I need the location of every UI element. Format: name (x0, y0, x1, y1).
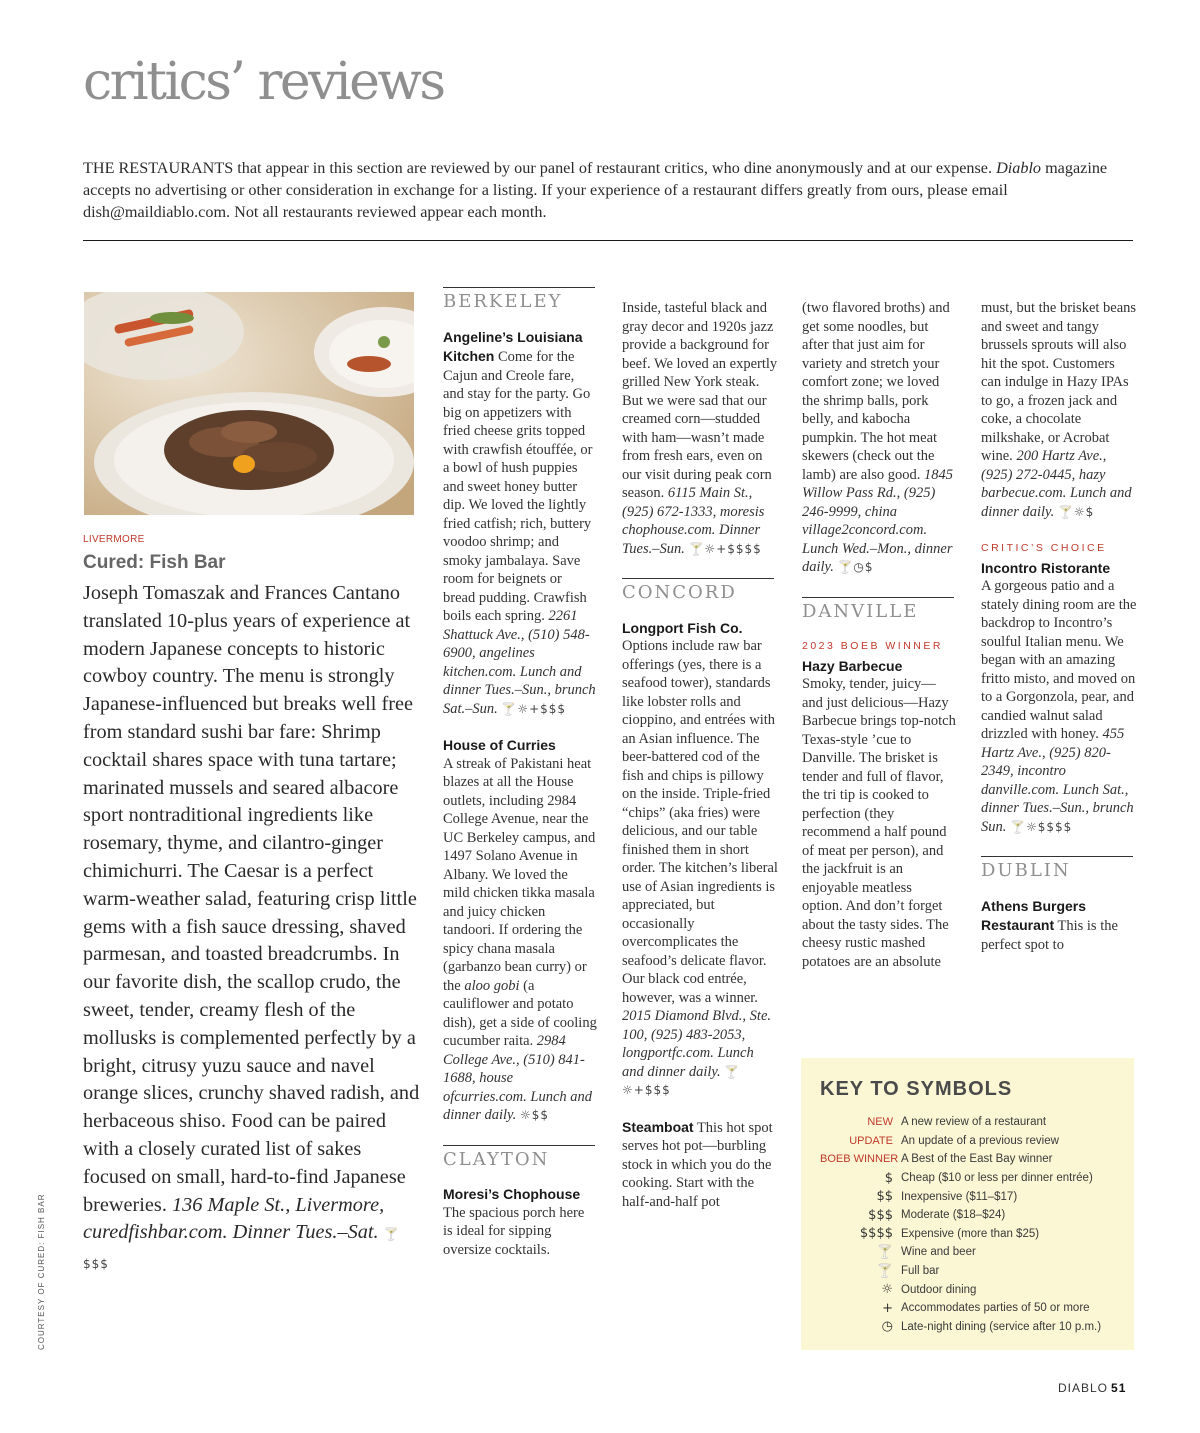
listing-details: 200 Hartz Ave., (925) 272-0445, hazy barbecue.com. Lunch and dinner daily. (981, 448, 1132, 520)
section-divider (802, 597, 954, 598)
intro-paragraph (83, 157, 1135, 223)
dish-name: aloo gobi (464, 977, 520, 994)
restaurant-name-angelines: Angeline’s Louisiana Kitchen (443, 328, 583, 364)
listing-details: 6115 Main St., (925) 672-1333, moresis chophouse.com. Dinner Tues.–Sun. (622, 485, 765, 557)
key-row (820, 1280, 1116, 1299)
listing-symbols: ☼$$ (519, 1108, 549, 1122)
critics-choice-badge: CRITIC’S CHOICE (981, 542, 1107, 554)
section-heading-berkeley: BERKELEY (443, 291, 563, 312)
feature-review (83, 580, 423, 1279)
section-divider (981, 856, 1133, 857)
listing-angelines (443, 328, 597, 719)
listing-athens-burgers (981, 897, 1137, 955)
key-description: Full bar (901, 1265, 940, 1278)
key-row (820, 1243, 1116, 1262)
section-divider (443, 1145, 595, 1146)
feature-location: LIVERMORE (83, 534, 145, 545)
restaurant-name-hazy-barbecue: Hazy Barbecue (802, 657, 903, 674)
review-text: This hot spot serves hot pot—burbling stock in which you do the cooking. Start with the half-and-half pot (622, 1119, 773, 1210)
section-heading-dublin: DUBLIN (981, 860, 1071, 881)
listings-column-1 (443, 287, 597, 1259)
review-text: Inside, tasteful black and gray decor and 1920s jazz provide a background for beef. We loved an expertly grilled New York steak. But we were sad that our creamed corn—studded with ham—wasn’t made from fresh ears, even on our visit during peak corn season. (622, 300, 778, 501)
key-symbol: $ (884, 1170, 893, 1186)
listing-details: 2261 Shattuck Ave., (510) 548-6900, angelines kitchen.com. Lunch and dinner Tues.–Sun., brunch Sat.–Sun. (443, 608, 596, 717)
key-row (820, 1132, 1116, 1151)
key-description: Expensive (more than $25) (901, 1227, 1040, 1240)
feature-details: 136 Maple St., Livermore, curedfishbar.com. Dinner Tues.–Sat. (83, 1193, 385, 1244)
key-row (820, 1299, 1116, 1318)
magazine-name: DIABLO (1058, 1381, 1109, 1395)
review-text: A gorgeous patio and a stately dining room are the backdrop to Incontro’s soulful Italian menu. We began with an amazing fritto misto, and moved on to a Gorgonzola, pear, and candied walnut salad drizzled with honey. (981, 578, 1137, 742)
listing-details: 455 Hartz Ave., (925) 820-2349, incontro danville.com. Lunch Sat., dinner Tues.–Sun., brunch Sun. (981, 726, 1134, 835)
review-text: Smoky, tender, juicy—and just delicious—Hazy Barbecue brings top-notch Texas-style ’cue to Danville. The brisket is tender and full of flavor, the tri tip is cooked to perfection (they recommend a half pound of meat per person), and the jackfruit is an enjoyable meatless option. And don’t forget about the tasty sides. The cheesy rustic mashed potatoes are an absolute (802, 676, 956, 970)
review-text: This is the perfect spot to (981, 918, 1118, 953)
page-number: 51 (1111, 1381, 1127, 1395)
restaurant-name-longport: Longport Fish Co. (622, 619, 743, 636)
boeb-winner-badge: 2023 BOEB WINNER (802, 640, 943, 652)
section-heading-danville: DANVILLE (802, 600, 919, 622)
key-symbol: ◷ (881, 1319, 893, 1335)
key-description: A Best of the East Bay winner (901, 1153, 1053, 1166)
page-title: critics’ reviews (83, 52, 444, 112)
key-description: Outdoor dining (901, 1283, 977, 1296)
key-symbol: ☼ (881, 1282, 893, 1298)
key-row (820, 1150, 1116, 1169)
listing-symbols: 🍸◷$ (837, 560, 874, 574)
key-symbol: NEW (867, 1116, 893, 1129)
key-symbol: UPDATE (849, 1134, 893, 1147)
feature-symbols: 🍸$$$ (83, 1227, 400, 1272)
feature-restaurant-name: Cured: Fish Bar (83, 552, 226, 573)
restaurant-name-incontro: Incontro Ristorante (981, 559, 1111, 576)
listing-symbols: 🍸☼+$$$$ (688, 541, 762, 556)
listing-symbols: 🍸☼$ (1057, 504, 1095, 519)
key-symbol: 🍸 (876, 1263, 893, 1279)
listing-details: 1845 Willow Pass Rd., (925) 246-9999, china village2concord.com. Lunch Wed.–Mon., dinner daily. (802, 466, 954, 575)
intro-text-b: magazine accepts no advertising or other consideration in exchange for a listing. If your experience of a restaurant differs greatly from ours, please email dish@maildiablo.com. Not all restaurants reviewed appear each month. (83, 159, 1108, 221)
listing-symbols: 🍸☼+$$$ (501, 701, 567, 716)
listing-moresis-continued (622, 299, 778, 558)
key-row (820, 1169, 1116, 1188)
listing-moresis (443, 1185, 597, 1259)
review-text: (a cauliflower and potato dish), get a side of cooling cucumber raita. (443, 977, 597, 1049)
review-text: Come for the Cajun and Creole fare, and stay for the party. Go big on appetizers with fried cheese grits topped with crawfish étouffée, or a bowl of hush puppies and sweet honey butter dip. We loved the lightly fried catfish; rich, buttery voodoo shrimp; and smoky jambalaya. Save room for beignets or bread pudding. Crawfish boils each spring. (443, 349, 593, 624)
listing-details: 2984 College Ave., (510) 841-1688, house ofcurries.com. Lunch and dinner daily. (443, 1033, 593, 1123)
key-row (820, 1225, 1116, 1244)
key-to-symbols (801, 1058, 1134, 1350)
key-description: Moderate ($18–$24) (901, 1209, 1006, 1222)
restaurant-name-house-of-curries: House of Curries (443, 737, 556, 753)
listings-column-2 (622, 299, 778, 1211)
listing-symbols: 🍸☼$$$$ (1010, 819, 1073, 834)
key-symbol: $$$$ (859, 1226, 893, 1242)
listing-symbols: 🍸☼+$$$ (622, 1064, 741, 1097)
review-text: The spacious porch here is ideal for sipping oversize cocktails. (443, 1204, 585, 1258)
photo-credit: COURTESY OF CURED: FISH BAR (37, 1193, 46, 1350)
section-heading-concord: CONCORD (622, 582, 737, 603)
page-folio (1058, 1381, 1126, 1395)
listing-house-of-curries (443, 736, 597, 1125)
listings-column-4 (981, 299, 1137, 954)
key-symbol: $$ (876, 1189, 893, 1205)
key-row (820, 1187, 1116, 1206)
key-description: Inexpensive ($11–$17) (901, 1190, 1018, 1203)
key-symbol: BOEB WINNER (820, 1153, 899, 1166)
section-divider (443, 287, 595, 288)
key-symbol: 🍸 (876, 1244, 893, 1260)
review-text: Options include raw bar offerings (yes, there is a seafood tower), standards like lobster rolls and cioppino, and entrées with an Asian influence. The beer-battered cod of the fish and chips is pillowy on the inside. Triple-fried “chips” (aka fries) were delicious, and our table finished them in short order. The kitchen’s liberal use of Asian ingredients is appreciated, but occasionally overcomplicates the seafood’s delicate flavor. Our black cod entrée, however, was a winner. (622, 638, 778, 1006)
feature-review-text: Joseph Tomaszak and Frances Cantano translated 10-plus years of experience at modern Japanese concepts to historic cowboy country. The menu is strongly Japanese-influenced but breaks well free from standard sushi bar fare: Shrimp cocktail shares space with tuna tartare; marinated mussels and seared albacore sport nontraditional ingredients like rosemary, thyme, and cilantro-ginger chimichurri. The Caesar is a perfect warm-weather salad, featuring crisp little gems with a fish sauce dressing, shaved parmesan, and toasted breadcrumbs. In our favorite dish, the scallop crudo, the sweet, tender, creamy flesh of the mollusks is complemented perfectly by a bright, citrusy yuzu sauce and navel orange slices, crunchy shaved radish, and herbaceous shiso. Food can be paired with a closely curated list of sakes focused on small, hard-to-find Japanese breweries. (83, 582, 420, 1216)
key-rows (820, 1113, 1116, 1336)
key-description: An update of a previous review (901, 1134, 1059, 1147)
key-row (820, 1318, 1116, 1337)
key-description: Cheap ($10 or less per dinner entrée) (901, 1172, 1093, 1185)
restaurant-name-athens-burgers: Athens Burgers Restaurant (981, 897, 1087, 933)
intro-magazine-name: Diablo (996, 159, 1042, 177)
listings-column-3 (802, 299, 956, 971)
restaurant-name-steamboat: Steamboat (622, 1118, 694, 1135)
review-text: must, but the brisket beans and sweet and tangy brussels sprouts will also hit the spot. Customers can indulge in Hazy IPAs to go, a frozen jack and coke, a chocolate milkshake, or Acrobat wine. (981, 300, 1137, 464)
key-description: A new review of a restaurant (901, 1116, 1047, 1129)
review-text: (two flavored broths) and get some noodles, but after that just aim for variety and stretch your comfort zone; we loved the shrimp balls, pork belly, and kabocha pumpkin. The hot meat skewers (check out the lamb) are also good. (802, 300, 950, 483)
listing-incontro (981, 539, 1137, 836)
intro-text-a: THE RESTAURANTS that appear in this section are reviewed by our panel of restaurant critics, who dine anonymously and at our expense. (83, 159, 997, 177)
listing-steamboat-continued (802, 299, 956, 577)
key-row (820, 1113, 1116, 1132)
review-text: A streak of Pakistani heat blazes at all the House outlets, including 2984 College Avenue, near the UC Berkeley campus, and 1497 Solano Avenue in Albany. We loved the mild chicken tikka masala and juicy chicken tandoori. If ordering the spicy chana masala (garbanzo bean curry) or the (443, 755, 596, 994)
key-description: Accommodates parties of 50 or more (901, 1302, 1090, 1315)
key-symbol: + (882, 1300, 893, 1316)
section-heading-clayton: CLAYTON (443, 1148, 550, 1170)
key-title: KEY TO SYMBOLS (820, 1078, 1013, 1100)
key-description: Wine and beer (901, 1246, 976, 1259)
key-row (820, 1206, 1116, 1225)
key-description: Late-night dining (service after 10 p.m.) (901, 1320, 1102, 1333)
food-illustration (84, 292, 414, 515)
section-divider (622, 578, 774, 579)
intro-divider (83, 240, 1133, 241)
key-row (820, 1262, 1116, 1281)
listing-hazy-continued (981, 299, 1137, 521)
feature-food-photo (84, 292, 414, 515)
listing-hazy-barbecue (802, 637, 956, 971)
restaurant-name-moresis: Moresi’s Chophouse (443, 1186, 581, 1202)
listing-steamboat (622, 1118, 778, 1212)
listing-details: 2015 Diamond Blvd., Ste. 100, (925) 483-2053, longportfc.com. Lunch and dinner daily. (622, 1008, 772, 1080)
listing-longport (622, 619, 778, 1100)
key-symbol: $$$ (868, 1207, 893, 1223)
